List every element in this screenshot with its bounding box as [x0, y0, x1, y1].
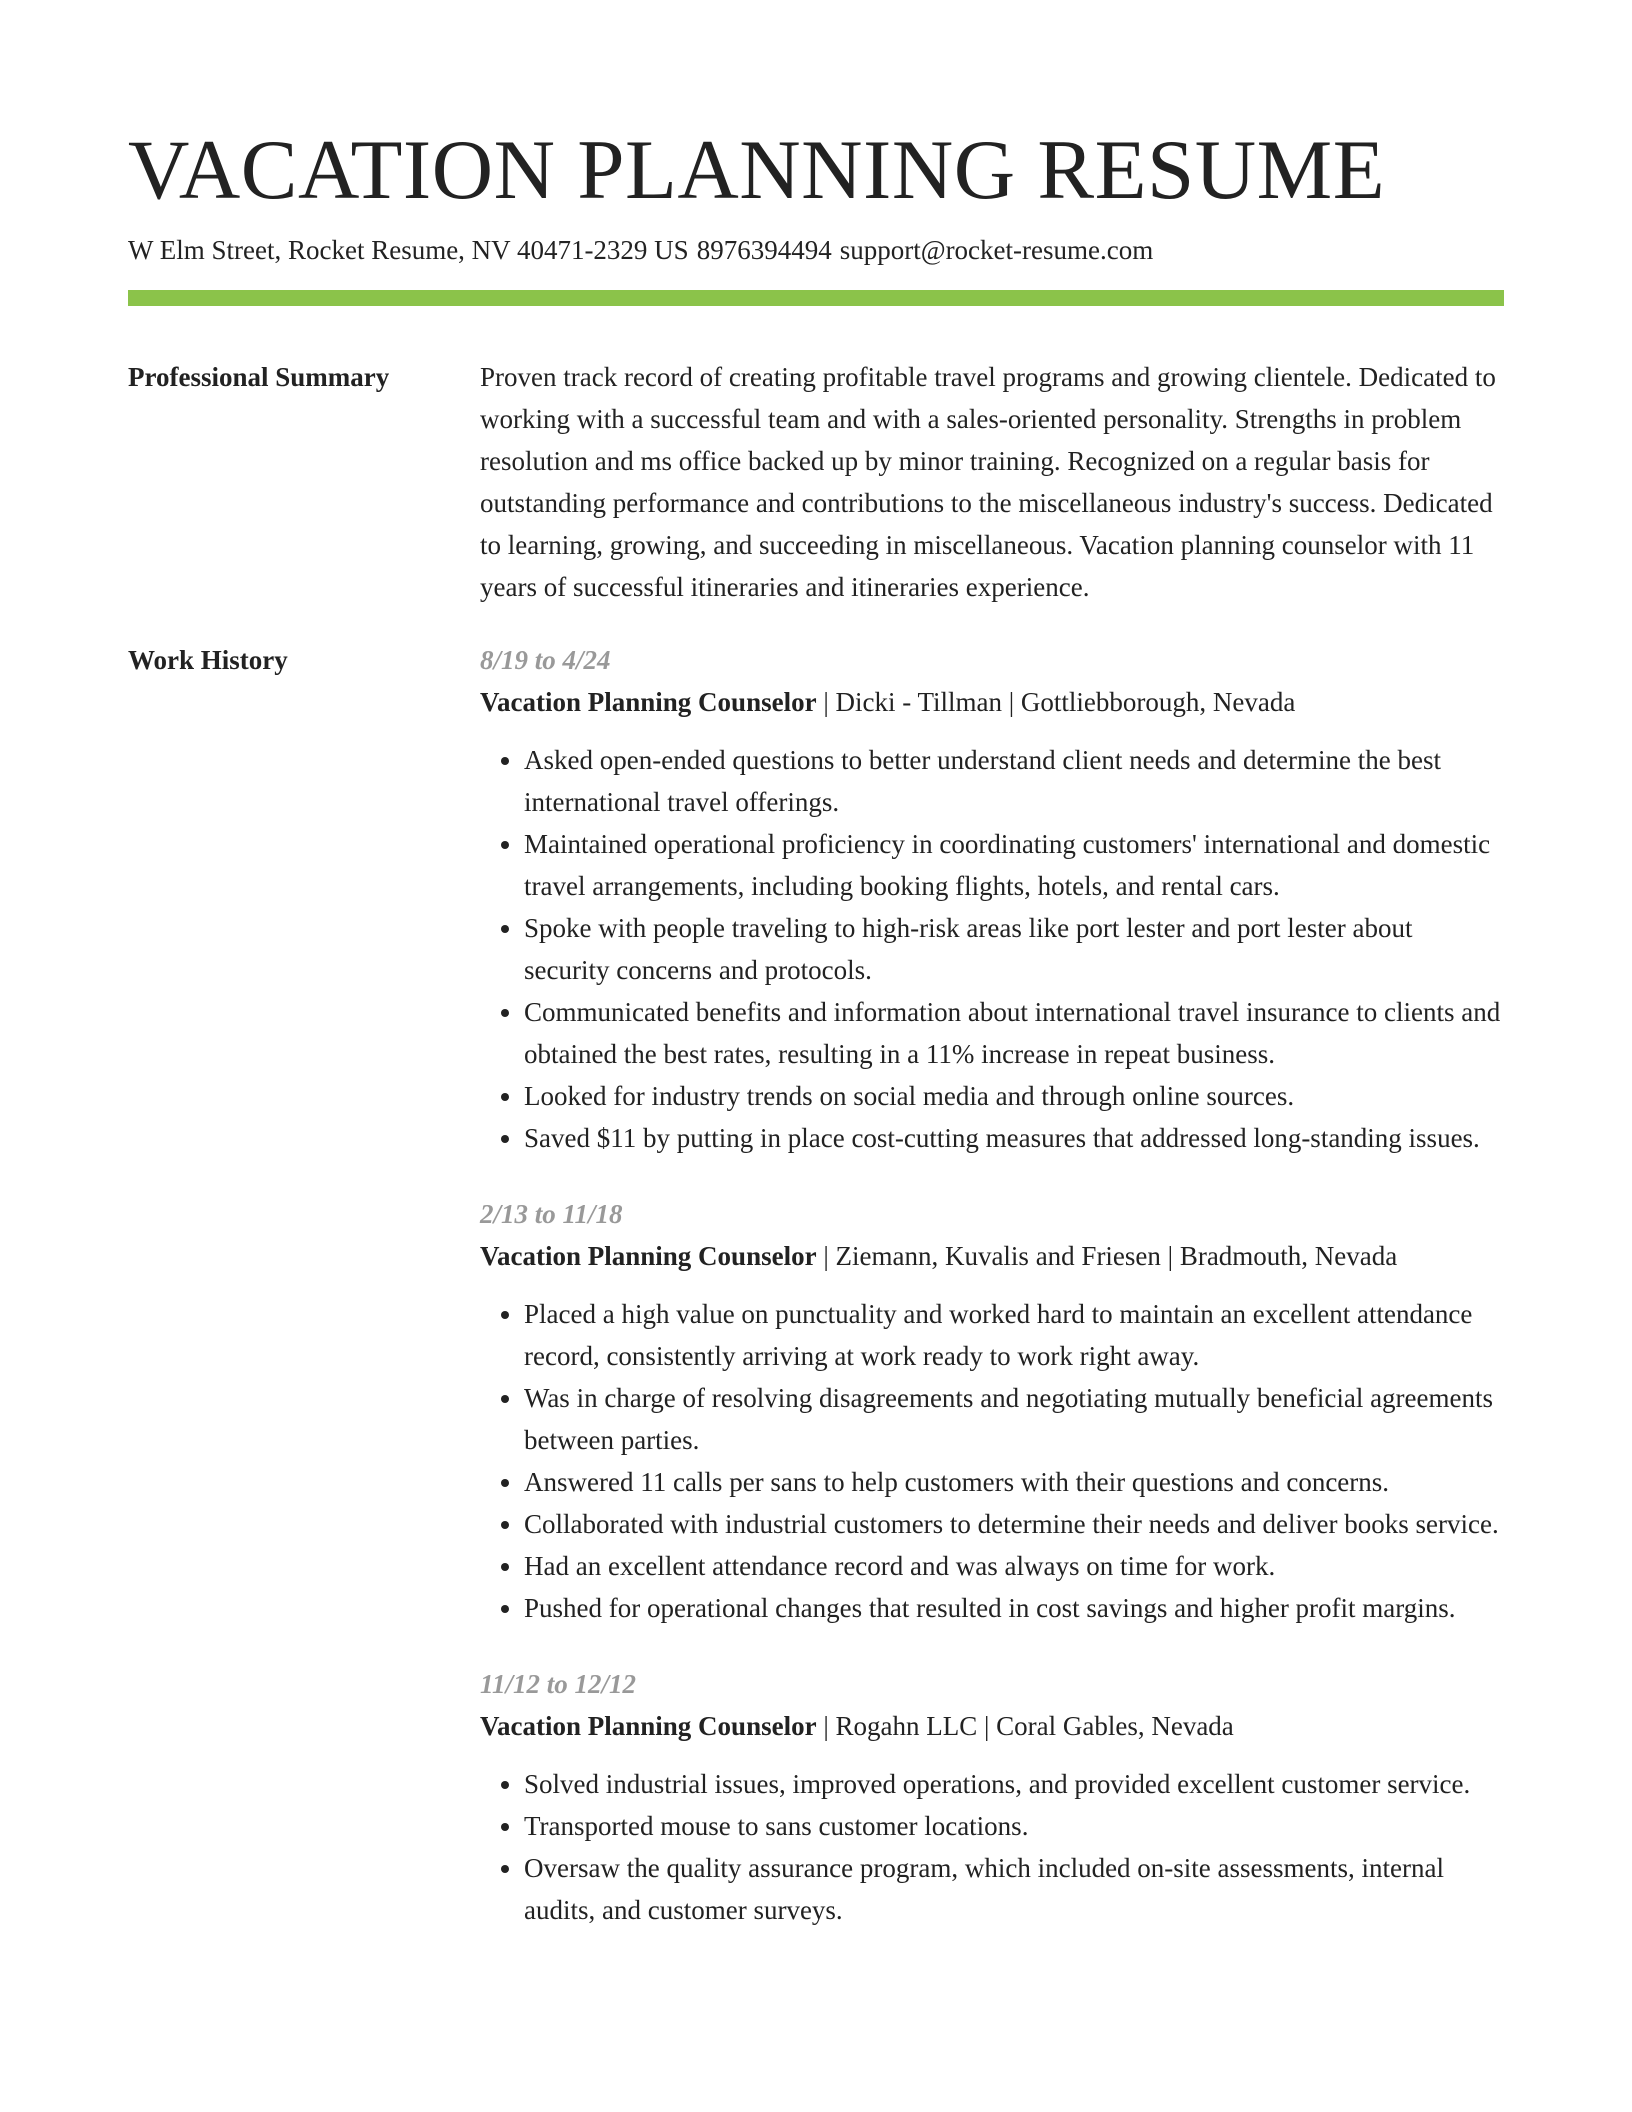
job-entry	[480, 639, 1504, 1159]
summary-section	[128, 356, 1504, 608]
job-title-line	[480, 681, 1504, 723]
job-details: | Dicki - Tillman | Gottliebborough, Nevada	[816, 687, 1296, 717]
summary-heading: Professional Summary	[128, 362, 390, 392]
job-bullet: • Solved industrial issues, improved operations, and provided excellent customer service.	[524, 1763, 1504, 1805]
job-bullet: • Asked open-ended questions to better understand client needs and determine the best international travel offerings.	[524, 739, 1504, 823]
job-details: | Rogahn LLC | Coral Gables, Nevada	[816, 1711, 1234, 1741]
job-bullets	[480, 1763, 1504, 1931]
job-bullet: • Transported mouse to sans customer locations.	[524, 1805, 1504, 1847]
accent-divider	[128, 290, 1504, 306]
job-details: | Ziemann, Kuvalis and Friesen | Bradmouth, Nevada	[816, 1241, 1398, 1271]
job-bullet: • Placed a high value on punctuality and worked hard to maintain an excellent attendance record, consistently arriving at work ready to work right away.	[524, 1293, 1504, 1377]
work-history-section	[128, 639, 1504, 1965]
work-history-list	[480, 639, 1504, 1965]
job-bullet: • Was in charge of resolving disagreements and negotiating mutually beneficial agreements between parties.	[524, 1377, 1504, 1461]
job-bullet: • Collaborated with industrial customers to determine their needs and deliver books service.	[524, 1503, 1504, 1545]
contact-email: support@rocket-resume.com	[839, 235, 1154, 265]
job-bullets	[480, 739, 1504, 1159]
job-title: Vacation Planning Counselor	[480, 1241, 817, 1271]
job-title-line	[480, 1705, 1504, 1747]
job-title-line	[480, 1235, 1504, 1277]
job-bullet: • Maintained operational proficiency in coordinating customers' international and domestic travel arrangements, including booking flights, hotels, and rental cars.	[524, 823, 1504, 907]
job-bullet: • Had an excellent attendance record and was always on time for work.	[524, 1545, 1504, 1587]
contact-line	[128, 232, 1504, 268]
resume-page	[128, 0, 1504, 1965]
work-history-heading: Work History	[128, 645, 288, 675]
job-bullet: • Looked for industry trends on social media and through online sources.	[524, 1075, 1504, 1117]
job-dates: 2/13 to 11/18	[480, 1199, 623, 1229]
job-dates: 8/19 to 4/24	[480, 645, 611, 675]
job-bullet: • Spoke with people traveling to high-risk areas like port lester and port lester about security concerns and protocols.	[524, 907, 1504, 991]
contact-phone: 8976394494	[696, 235, 832, 265]
job-bullet: • Oversaw the quality assurance program, which included on-site assessments, internal audits, and customer surveys.	[524, 1847, 1504, 1931]
job-title: Vacation Planning Counselor	[480, 1711, 817, 1741]
resume-title: VACATION PLANNING RESUME	[128, 123, 1386, 217]
contact-address: W Elm Street, Rocket Resume, NV 40471-2329 US	[128, 235, 689, 265]
job-bullet: • Communicated benefits and information about international travel insurance to clients and obtained the best rates, resulting in a 11% increase in repeat business.	[524, 991, 1504, 1075]
job-bullets	[480, 1293, 1504, 1629]
job-bullet: • Answered 11 calls per sans to help customers with their questions and concerns.	[524, 1461, 1504, 1503]
job-bullet: • Saved $11 by putting in place cost-cutting measures that addressed long-standing issues.	[524, 1117, 1504, 1159]
job-entry	[480, 1193, 1504, 1629]
summary-text: Proven track record of creating profitable travel programs and growing clientele. Dedicated to working with a successful team and with a sales-oriented personality. Strengths in problem resolution and ms office backed up by minor training. Recognized on a regular basis for outstanding performance and contributions to the miscellaneous industry's success. Dedicated to learning, growing, and succeeding in miscellaneous. Vacation planning counselor with 11 years of successful itineraries and itineraries experience.	[480, 362, 1496, 602]
job-entry	[480, 1663, 1504, 1931]
job-title: Vacation Planning Counselor	[480, 687, 817, 717]
job-bullet: • Pushed for operational changes that resulted in cost savings and higher profit margins.	[524, 1587, 1504, 1629]
job-dates: 11/12 to 12/12	[480, 1669, 637, 1699]
